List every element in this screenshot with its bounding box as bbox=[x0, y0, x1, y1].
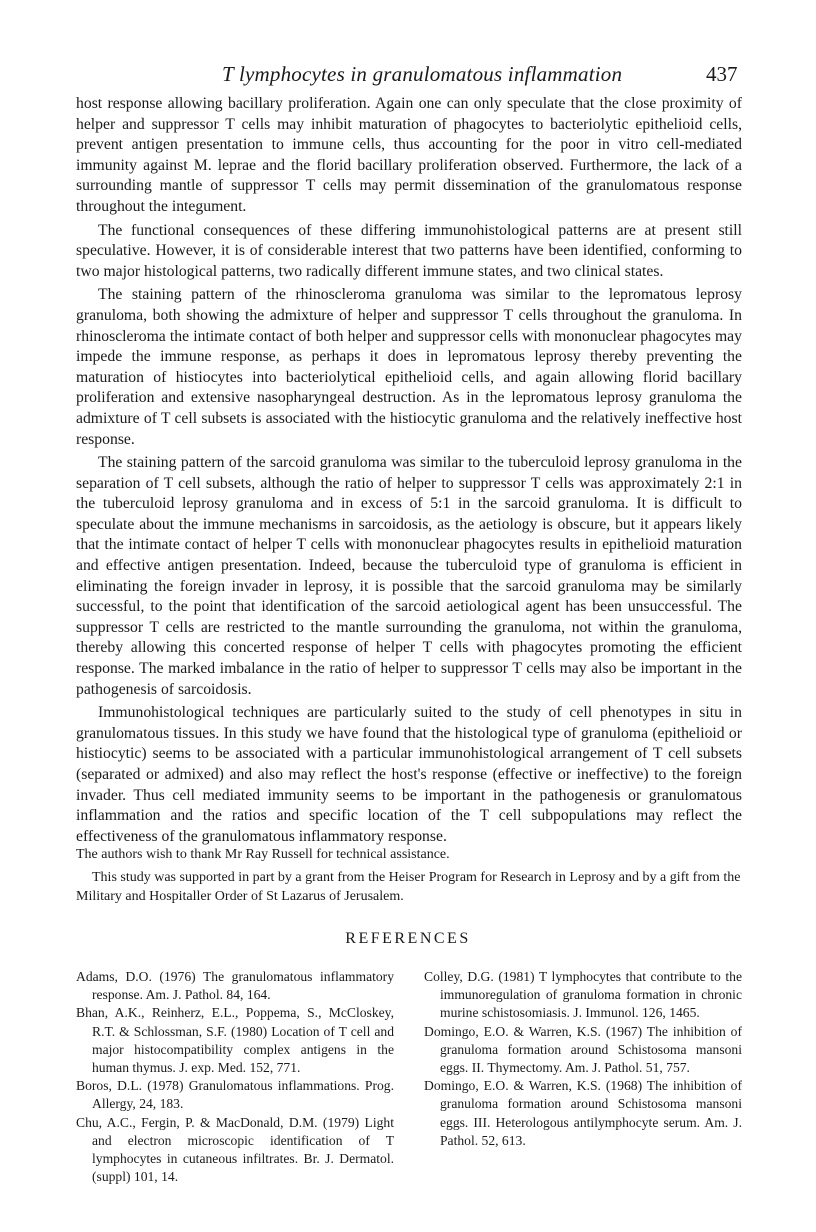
reference-item: Boros, D.L. (1978) Granulomatous inflammations. Prog. Allergy, 24, 183. bbox=[76, 1078, 394, 1112]
paragraph: host response allowing bacillary proliferation. Again one can only speculate that the close proximity of helper and suppressor T cells may inhibit maturation of phagocytes to bacteriolytic epithelioid cells, prevent antigen presentation to immune cells, thus accounting for the poor in vitro cell-mediated immunity against M. leprae and the florid bacillary proliferation observed. Furthermore, the lack of a surrounding mantle of suppressor T cells may permit dissemination of the granulomatous response throughout the integument. bbox=[76, 95, 742, 215]
paragraph: The staining pattern of the sarcoid granuloma was similar to the tuberculoid leprosy granuloma in the separation of T cell subsets, although the ratio of helper to suppressor T cells was approximately 2:1 in the tuberculoid leprosy granuloma and in excess of 5:1 in the sarcoid granuloma. It is difficult to speculate about the immune mechanisms in sarcoidosis, as the aetiology is obscure, but it appears likely that the intimate contact of helper T cells with mononuclear phagocytes results in epithelioid maturation and effective antigen presentation. Indeed, because the tuberculoid type of granuloma is efficient in eliminating the foreign invader in leprosy, it is possible that the sarcoid granuloma may be similarly successful, to the point that identification of the sarcoid aetiological agent has been unsuccessful. The suppressor T cells are restricted to the mantle surrounding the granuloma, not within the granuloma, thereby allowing this concerted response of helper T cells with phagocytes promoting the efficient response. The marked imbalance in the ratio of helper to suppressor T cells may also be important in the pathogenesis of sarcoidosis. bbox=[76, 454, 742, 698]
page-number: 437 bbox=[706, 62, 738, 86]
reference-item: Domingo, E.O. & Warren, K.S. (1967) The inhibition of granuloma formation around Schistosoma mansoni eggs. II. Thymectomy. Am. J. Pathol. 51, 757. bbox=[424, 1023, 742, 1076]
reference-item: Colley, D.G. (1981) T lymphocytes that contribute to the immunoregulation of granuloma formation in chronic murine schistosomiasis. J. Immunol. 126, 1465. bbox=[424, 969, 742, 1021]
funding-note: This study was supported in part by a grant from the Heiser Program for Research in Leprosy and by a gift from the Military and Hospitaller Order of St Lazarus of Jerusalem. bbox=[76, 870, 741, 904]
body-text bbox=[76, 94, 742, 850]
acknowledgements bbox=[76, 845, 742, 910]
reference-item: Bhan, A.K., Reinherz, E.L., Poppema, S., McCloskey, R.T. & Schlossman, S.F. (1980) Location of T cell and major histocompatibility complex antigens in the human thymus. J. exp. Med. 152, 771. bbox=[76, 1005, 394, 1076]
reference-item: Adams, D.O. (1976) The granulomatous inflammatory response. Am. J. Pathol. 84, 164. bbox=[76, 969, 394, 1003]
references-right-column bbox=[424, 968, 742, 1150]
reference-item: Domingo, E.O. & Warren, K.S. (1968) The inhibition of granuloma formation around Schistosoma mansoni eggs. III. Heterologous antilymphocyte serum. Am. J. Pathol. 52, 613. bbox=[424, 1078, 742, 1148]
paragraph: Immunohistological techniques are particularly suited to the study of cell phenotypes in situ in granulomatous tissues. In this study we have found that the histological type of granuloma (epithelioid or histiocytic) seems to be associated with a particular immunohistological arrangement of T cell subsets (separated or admixed) and also may reflect the host's response (effective or ineffective) to the foreign invader. Thus cell mediated immunity seems to be important in the pathogenesis or granulomatous inflammation and the ratios and specific location of the T cell subpopulations may reflect the effectiveness of the granulomatous inflammatory response. bbox=[76, 704, 742, 845]
paragraph: The staining pattern of the rhinoscleroma granuloma was similar to the lepromatous leprosy granuloma, both showing the admixture of helper and suppressor T cells throughout the granuloma. In rhinoscleroma the intimate contact of both helper and suppressor cells with mononuclear phagocytes may impede the immune response, as perhaps it does in lepromatous leprosy thereby preventing the maturation of histiocytes into bacteriolytical epithelioid cells, and again allowing florid bacillary proliferation and extensive nasopharyngeal destruction. As in the lepromatous leprosy granuloma the admixture of T cell subsets is associated with the histiocytic granuloma and the relatively ineffective host response. bbox=[76, 286, 742, 448]
running-title: T lymphocytes in granulomatous inflammation bbox=[222, 62, 623, 86]
acknowledgement: The authors wish to thank Mr Ray Russell for technical assistance. bbox=[76, 847, 450, 862]
reference-item: Chu, A.C., Fergin, P. & MacDonald, D.M. (1979) Light and electron microscopic identification of T lymphocytes in cutaneous infiltrates. Br. J. Dermatol. (suppl) 101, 14. bbox=[76, 1114, 394, 1185]
references-heading: REFERENCES bbox=[345, 930, 471, 947]
paragraph: The functional consequences of these differing immunohistological patterns are at present still speculative. However, it is of considerable interest that two patterns have been identified, conforming to two major histological patterns, two radically different immune states, and two clinical states. bbox=[76, 221, 742, 280]
references-left-column bbox=[76, 968, 394, 1186]
